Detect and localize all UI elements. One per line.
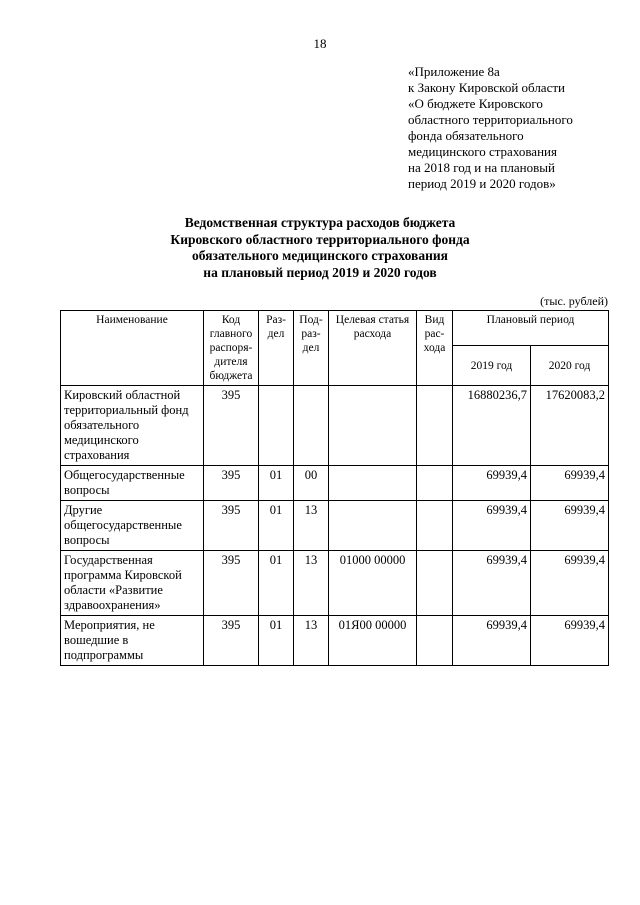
header-target: Целевая статья расхода xyxy=(329,311,417,386)
cell-2019: 69939,4 xyxy=(453,466,531,501)
budget-table xyxy=(60,310,609,666)
cell-target xyxy=(329,386,417,466)
appendix-line: «О бюджете Кировского xyxy=(408,96,543,111)
cell-subsection xyxy=(294,386,329,466)
document-title xyxy=(0,215,640,281)
cell-section: 01 xyxy=(259,501,294,551)
cell-name: Кировский областной территориальный фонд обязательного медицинского страхования xyxy=(61,386,204,466)
cell-2019: 69939,4 xyxy=(453,616,531,666)
cell-name: Государственная программа Кировской области «Развитие здравоохранения» xyxy=(61,551,204,616)
header-2019: 2019 год xyxy=(453,346,531,386)
table-row xyxy=(61,466,609,501)
cell-code: 395 xyxy=(204,616,259,666)
title-line: Кировского областного территориального фонда xyxy=(170,231,470,247)
cell-2019: 69939,4 xyxy=(453,501,531,551)
title-line: обязательного медицинского страхования xyxy=(192,248,448,263)
appendix-line: фонда обязательного xyxy=(408,128,524,143)
header-code: Код главного распоря-дителя бюджета xyxy=(204,311,259,386)
cell-target xyxy=(329,501,417,551)
appendix-line: период 2019 и 2020 годов» xyxy=(408,176,556,191)
cell-type xyxy=(417,551,453,616)
header-type: Вид рас-хода xyxy=(417,311,453,386)
cell-subsection: 13 xyxy=(294,551,329,616)
page-number: 18 xyxy=(313,36,327,51)
cell-subsection: 13 xyxy=(294,616,329,666)
appendix-line: областного территориального xyxy=(408,112,573,127)
table-header-row xyxy=(61,311,609,346)
cell-2020: 69939,4 xyxy=(531,551,609,616)
header-plan-period: Плановый период xyxy=(453,311,609,346)
cell-type xyxy=(417,501,453,551)
cell-target xyxy=(329,466,417,501)
cell-code: 395 xyxy=(204,551,259,616)
cell-2019: 69939,4 xyxy=(453,551,531,616)
appendix-line: медицинского страхования xyxy=(408,144,557,159)
header-subsection: Под-раз-дел xyxy=(294,311,329,386)
cell-section: 01 xyxy=(259,616,294,666)
cell-2020: 69939,4 xyxy=(531,466,609,501)
header-name: Наименование xyxy=(61,311,204,386)
table-row xyxy=(61,386,609,466)
cell-type xyxy=(417,466,453,501)
cell-2020: 17620083,2 xyxy=(531,386,609,466)
cell-type xyxy=(417,616,453,666)
table-row xyxy=(61,551,609,616)
appendix-line: на 2018 год и на плановый xyxy=(408,160,555,175)
cell-2020: 69939,4 xyxy=(531,616,609,666)
units-label: (тыс. рублей) xyxy=(540,294,608,308)
cell-code: 395 xyxy=(204,466,259,501)
cell-name: Общегосударственные вопросы xyxy=(61,466,204,501)
table-row xyxy=(61,501,609,551)
cell-section: 01 xyxy=(259,551,294,616)
cell-subsection: 13 xyxy=(294,501,329,551)
table-row xyxy=(61,616,609,666)
cell-section: 01 xyxy=(259,466,294,501)
appendix-reference xyxy=(408,64,623,192)
cell-section xyxy=(259,386,294,466)
appendix-line: к Закону Кировской области xyxy=(408,80,565,95)
cell-name: Мероприятия, не вошедшие в подпрограммы xyxy=(61,616,204,666)
cell-target: 01Я00 00000 xyxy=(329,616,417,666)
cell-name: Другие общегосударственные вопросы xyxy=(61,501,204,551)
cell-2020: 69939,4 xyxy=(531,501,609,551)
cell-code: 395 xyxy=(204,501,259,551)
cell-type xyxy=(417,386,453,466)
cell-subsection: 00 xyxy=(294,466,329,501)
cell-2019: 16880236,7 xyxy=(453,386,531,466)
appendix-line: «Приложение 8а xyxy=(408,64,500,79)
title-line: на плановый период 2019 и 2020 годов xyxy=(203,264,437,280)
title-line: Ведомственная структура расходов бюджета xyxy=(184,215,456,230)
header-section: Раз-дел xyxy=(259,311,294,386)
cell-code: 395 xyxy=(204,386,259,466)
header-2020: 2020 год xyxy=(531,346,609,386)
cell-target: 01000 00000 xyxy=(329,551,417,616)
